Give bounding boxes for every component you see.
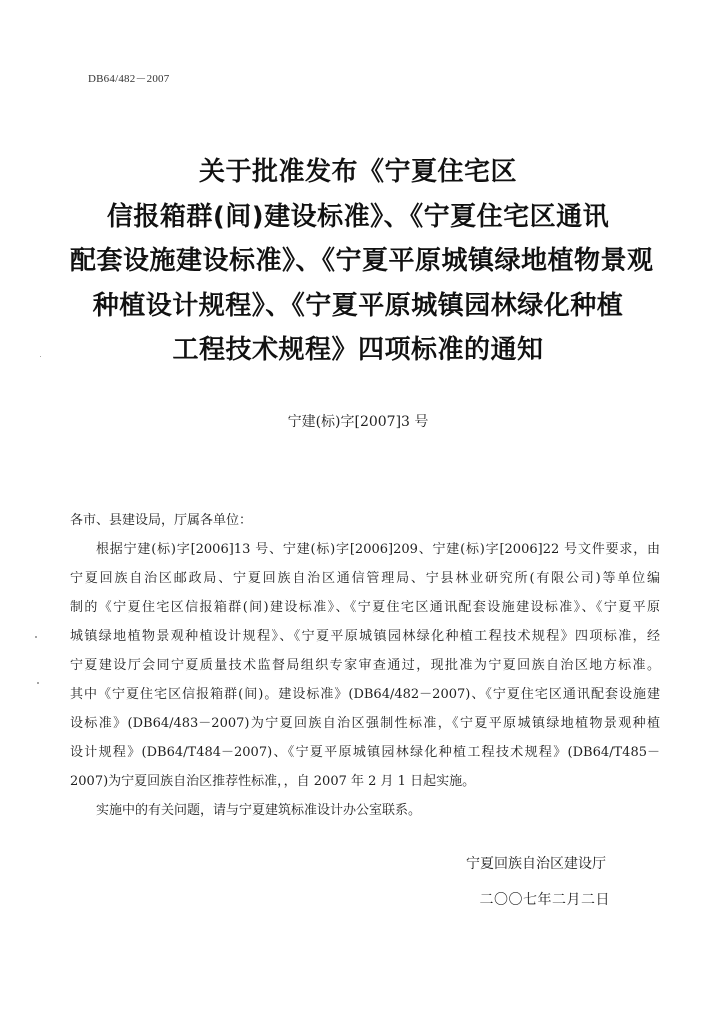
title-line-1: 关于批准发布《宁夏住宅区 <box>198 157 517 187</box>
scan-speck <box>37 682 39 684</box>
issue-date: 二〇〇七年二月二日 <box>479 892 610 908</box>
body-line-5: 宁夏建设厅会同宁夏质量技术监督局组织专家审查通过，现批准为宁夏回族自治区地方标准。 <box>70 658 660 673</box>
body-line-1: 根据宁建(标)字[2006]13 号、宁建(标)字[2006]209、宁建(标)字[2006]22 号文件要求，由 <box>96 542 660 557</box>
notice-body <box>70 506 660 825</box>
document-number: 宁建(标)字[2007]3 号 <box>287 414 429 430</box>
body-line-6: 其中《宁夏住宅区信报箱群(间)。建设标准》(DB64/482－2007)、《宁夏住宅区通讯配套设施建 <box>70 687 660 702</box>
document-code: DB64/482－2007 <box>88 73 170 85</box>
title-line-5: 工程技术规程》四项标准的通知 <box>172 335 544 365</box>
contact-paragraph: 实施中的有关问题，请与宁夏建筑标准设计办公室联系。 <box>96 803 422 818</box>
title-line-3: 配套设施建设标准》、《宁夏平原城镇绿地植物景观 <box>70 246 654 276</box>
title-line-2: 信报箱群(间)建设标准》、《宁夏住宅区通讯 <box>106 201 610 232</box>
body-line-2: 宁夏回族自治区邮政局、宁夏回族自治区通信管理局、宁县林业研究所(有限公司)等单位编 <box>70 571 660 586</box>
scan-speck <box>40 356 41 357</box>
body-line-8: 设计规程》(DB64/T484－2007)、《宁夏平原城镇园林绿化种植工程技术规程》(DB64/T485－ <box>70 745 660 760</box>
title-line-4: 种植设计规程》、《宁夏平原城镇园林绿化种植 <box>92 290 624 321</box>
body-line-4: 城镇绿地植物景观种植设计规程》、《宁夏平原城镇园林绿化种植工程技术规程》四项标准，经 <box>70 629 660 644</box>
signature-block <box>466 846 610 918</box>
salutation: 各市、县建设局，厅属各单位： <box>70 513 253 528</box>
body-line-7: 设标准》(DB64/483－2007)为宁夏回族自治区强制性标准，《宁夏平原城镇绿地植物景观种植 <box>70 716 660 731</box>
scan-speck <box>35 636 37 638</box>
body-line-9: 2007)为宁夏回族自治区推荐性标准，，自 2007 年 2 月 1 日起实施。 <box>70 774 476 789</box>
body-line-3: 制的《宁夏住宅区信报箱群(间)建设标准》、《宁夏住宅区通讯配套设施建设标准》、《宁夏平原 <box>70 600 660 615</box>
notice-title <box>70 150 654 373</box>
issuing-authority: 宁夏回族自治区建设厅 <box>466 856 606 872</box>
